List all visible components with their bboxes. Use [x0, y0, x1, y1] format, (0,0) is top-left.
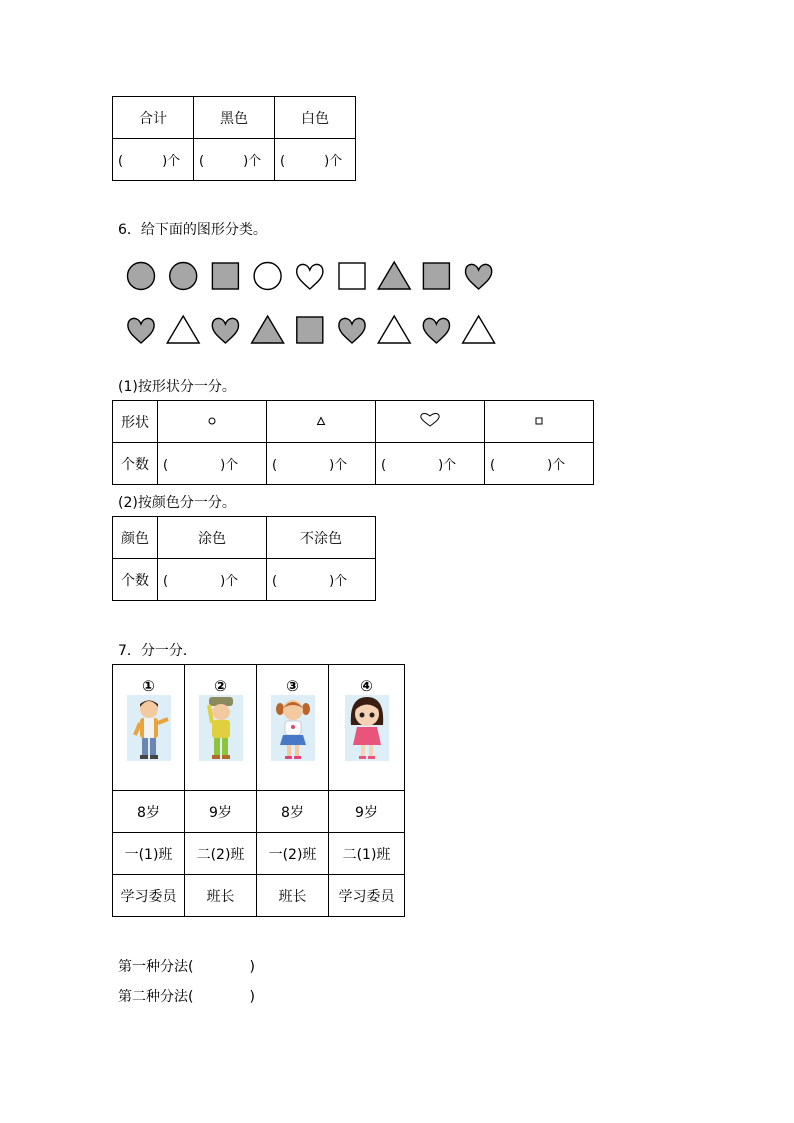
student-2-class: 二(2)班 — [185, 833, 257, 875]
question-7-title: 7．分一分． — [118, 643, 197, 659]
shape-count-table — [112, 400, 594, 485]
filled-square-icon — [297, 317, 323, 343]
part-1-title: (1)按形状分一分。 — [118, 379, 236, 395]
shapes-panel — [120, 255, 510, 350]
filled-heart-icon — [339, 318, 365, 343]
color-count-table — [112, 96, 356, 181]
row-head-color: 颜色 — [113, 517, 158, 559]
answer-cell-triangle[interactable]: ( )个 — [267, 443, 376, 485]
student-2-cell — [185, 665, 257, 791]
boy-saluting-image — [199, 695, 243, 761]
outline-triangle-icon — [378, 316, 410, 343]
row-head-count: 个数 — [113, 443, 158, 485]
student-4-role: 学习委员 — [329, 875, 405, 917]
answer-cell-square[interactable]: ( )个 — [485, 443, 594, 485]
outline-heart-icon — [297, 264, 323, 289]
student-1-class: 一(1)班 — [113, 833, 185, 875]
shape-row-2 — [128, 316, 495, 343]
boy-pointing-image — [127, 695, 171, 761]
student-2-role: 班长 — [185, 875, 257, 917]
answer-cell-uncolored[interactable]: ( )个 — [267, 559, 376, 601]
square-icon — [534, 416, 544, 426]
heart-icon — [419, 412, 441, 428]
student-1-role: 学习委员 — [113, 875, 185, 917]
answer-cell-circle[interactable]: ( )个 — [158, 443, 267, 485]
outline-circle-icon — [254, 263, 281, 290]
filled-heart-icon — [212, 318, 238, 343]
header-black: 黑色 — [194, 97, 275, 139]
student-4-class: 二(1)班 — [329, 833, 405, 875]
filled-triangle-icon — [378, 262, 410, 289]
answer-cell-white[interactable]: ( )个 — [275, 139, 356, 181]
shape-col-circle — [158, 401, 267, 443]
student-4-cell — [329, 665, 405, 791]
student-number: ④ — [360, 677, 373, 695]
header-white: 白色 — [275, 97, 356, 139]
color-classify-table — [112, 516, 376, 601]
triangle-icon — [316, 416, 326, 426]
outline-square-icon — [339, 263, 365, 289]
shape-col-square — [485, 401, 594, 443]
part-2-title: (2)按颜色分一分。 — [118, 495, 236, 511]
student-4-age: 9岁 — [329, 791, 405, 833]
shape-col-heart — [376, 401, 485, 443]
outline-triangle-icon — [167, 316, 199, 343]
question-6-title: 6．给下面的图形分类。 — [118, 222, 267, 238]
student-3-role: 班长 — [257, 875, 329, 917]
filled-circle-icon — [128, 263, 155, 290]
student-number: ③ — [286, 677, 299, 695]
filled-heart-icon — [128, 318, 154, 343]
shape-row-1 — [128, 262, 492, 290]
answer-cell-colored[interactable]: ( )个 — [158, 559, 267, 601]
student-3-age: 8岁 — [257, 791, 329, 833]
student-1-cell — [113, 665, 185, 791]
circle-icon — [207, 416, 217, 426]
filled-square-icon — [212, 263, 238, 289]
outline-triangle-icon — [463, 316, 495, 343]
girl-long-hair-image — [345, 695, 389, 761]
filled-heart-icon — [465, 264, 491, 289]
student-number: ① — [142, 677, 155, 695]
header-total: 合计 — [113, 97, 194, 139]
student-number: ② — [214, 677, 227, 695]
shape-col-triangle — [267, 401, 376, 443]
answer-cell-black[interactable]: ( )个 — [194, 139, 275, 181]
filled-heart-icon — [423, 318, 449, 343]
answer-method-2[interactable]: 第二种分法( ) — [118, 989, 255, 1005]
girl-pigtails-image — [271, 695, 315, 761]
answer-cell-heart[interactable]: ( )个 — [376, 443, 485, 485]
row-head-count: 个数 — [113, 559, 158, 601]
student-2-age: 9岁 — [185, 791, 257, 833]
student-3-cell — [257, 665, 329, 791]
filled-square-icon — [423, 263, 449, 289]
student-3-class: 一(2)班 — [257, 833, 329, 875]
answer-cell-total[interactable]: ( )个 — [113, 139, 194, 181]
header-uncolored: 不涂色 — [267, 517, 376, 559]
students-table — [112, 664, 405, 917]
filled-triangle-icon — [252, 316, 284, 343]
answer-method-1[interactable]: 第一种分法( ) — [118, 959, 255, 975]
header-colored: 涂色 — [158, 517, 267, 559]
student-1-age: 8岁 — [113, 791, 185, 833]
row-head-shape: 形状 — [113, 401, 158, 443]
filled-circle-icon — [170, 263, 197, 290]
